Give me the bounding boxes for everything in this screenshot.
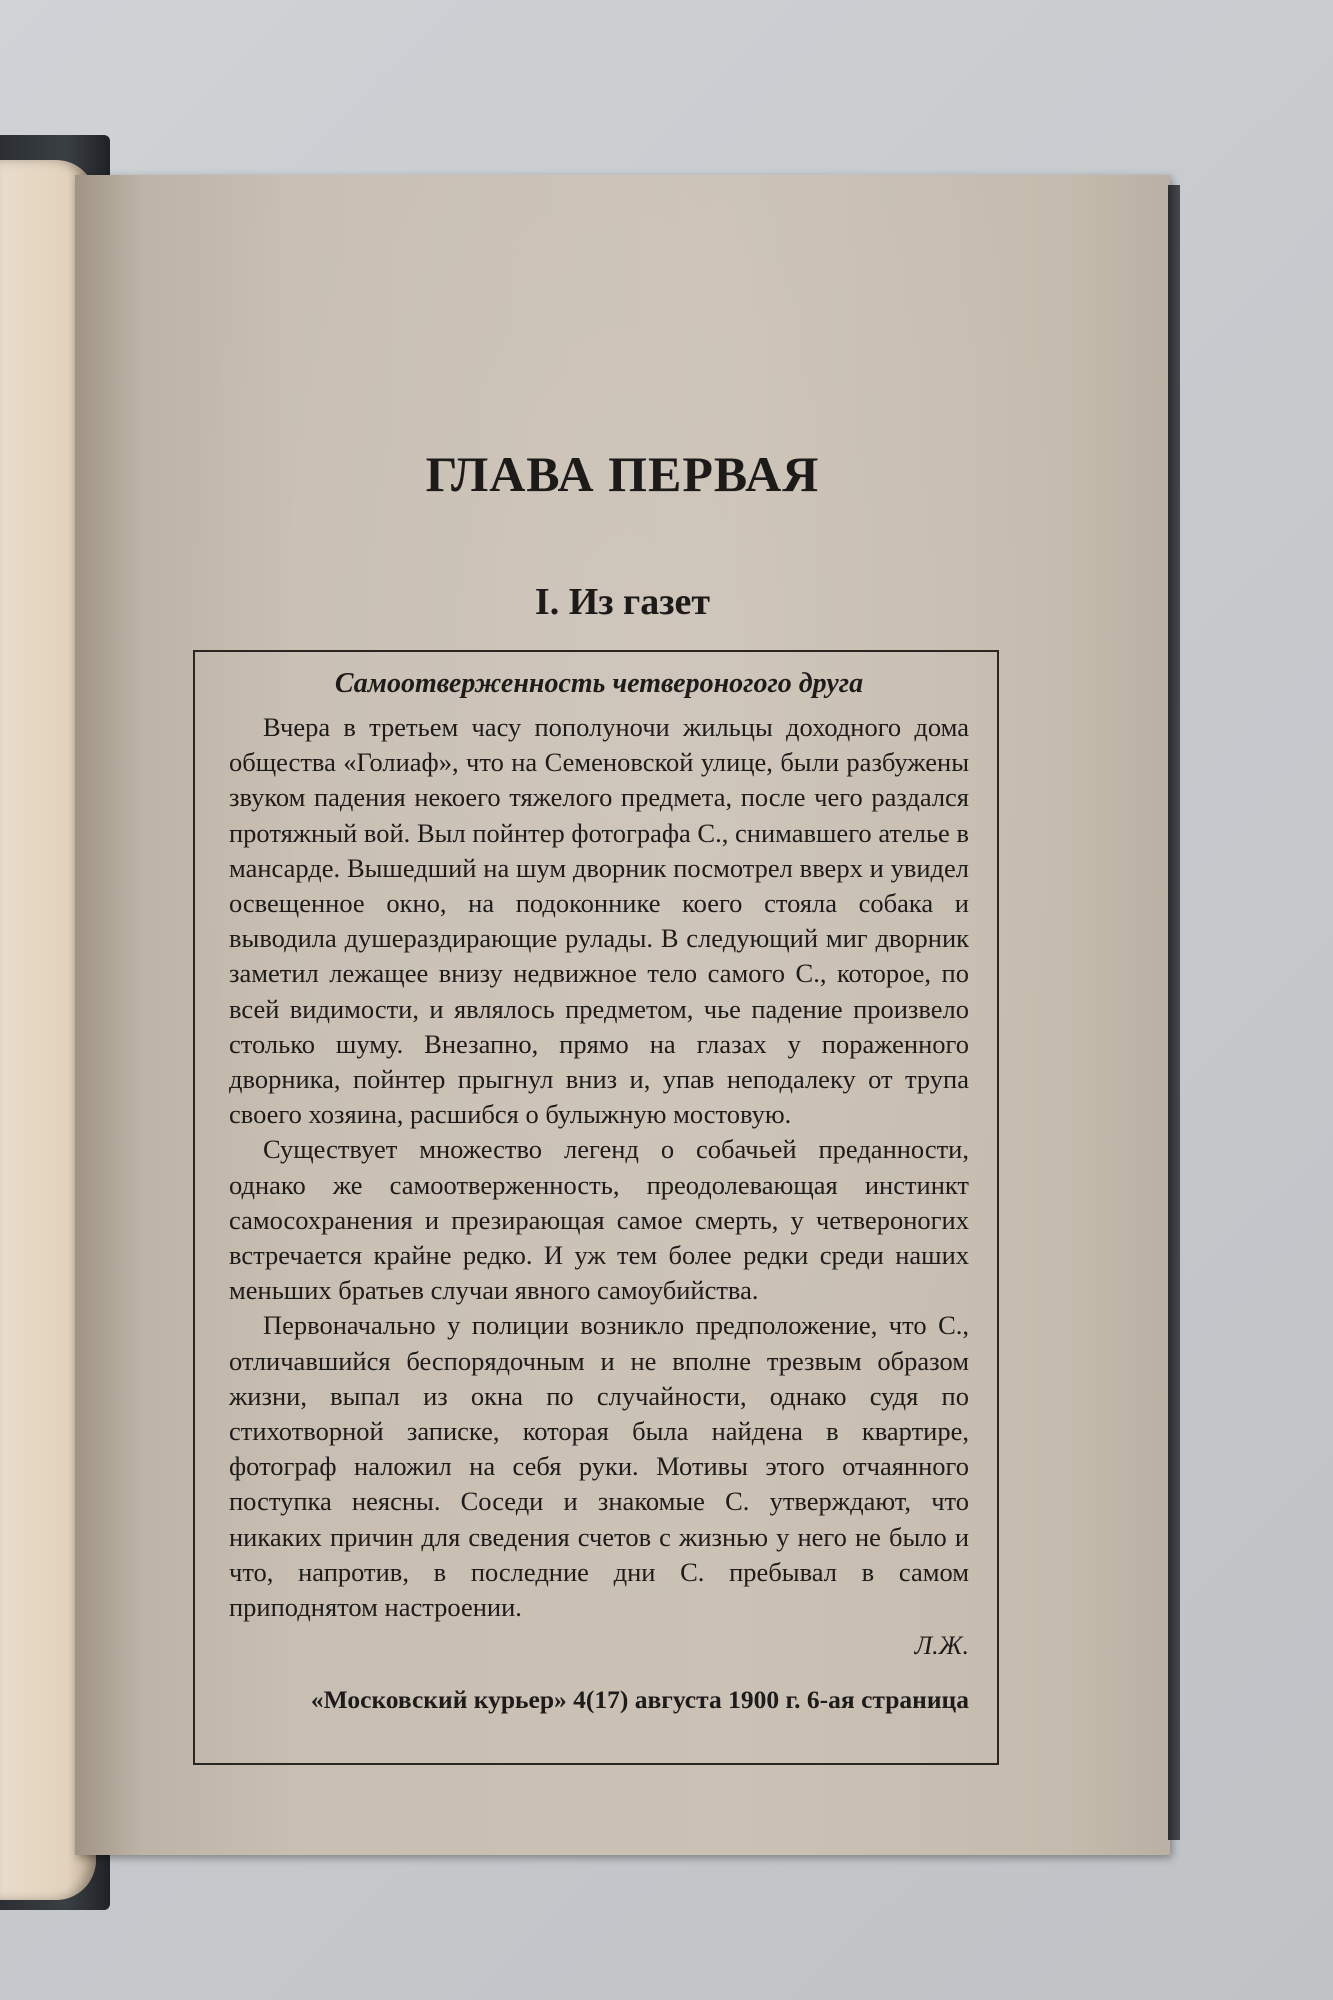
article-paragraph-2: Существует множество легенд о собачьей преданности, однако же самоотверженность, преодолевающая инстинкт самосохранения и презирающая самое смерть, у четвероногих встречается крайне редко. И уж тем более редки среди наших меньших братьев случаи явного самоубийства. [229,1134,969,1306]
chapter-title: ГЛАВА ПЕРВАЯ [425,446,820,502]
book-page [75,175,1170,1855]
article-paragraph-1: Вчера в третьем часу пополуночи жильцы доходного дома общества «Голиаф», что на Семеновской улице, были разбужены звуком падения некоего тяжелого предмета, после чего раздался протяжный вой. Выл пойнтер фотографа С., снимавшего ателье в мансарде. Вышедший на шум дворник посмотрел вверх и увидел освещенное окно, на подоконнике коего стояла собака и выводила душераздирающие рулады. В следующий миг дворник заметил лежащее внизу недвижное тело самого С., которое, по всей видимости, и являлось предметом, чье падение произвело столько шуму. Внезапно, прямо на глазах у пораженного дворника, пойнтер прыгнул вниз и, упав неподалеку от трупа своего хозяина, расшибся о булыжную мостовую. [229,712,969,1130]
section-title: I. Из газет [534,581,711,623]
article-signature: Л.Ж. [914,1631,969,1661]
article-source: «Московский курьер» 4(17) августа 1900 г. 6-ая страница [310,1685,969,1715]
article-heading: Самоотверженность четвероногого друга [334,668,864,699]
newspaper-article-box [193,650,999,1765]
page-right-edge [1168,185,1180,1840]
article-paragraph-3: Первоначально у полиции возникло предположение, что С., отличавшийся беспорядочным и не вполне трезвым образом жизни, выпал из окна по случайности, однако судя по стихотворной записке, которая была найдена в квартире, фотограф наложил на себя руки. Мотивы этого отчаянного поступка неясны. Соседи и знакомые С. утверждают, что никаких причин для сведения счетов с жизнью у него не было и что, напротив, в последние дни С. пребывал в самом приподнятом настроении. [229,1310,969,1623]
